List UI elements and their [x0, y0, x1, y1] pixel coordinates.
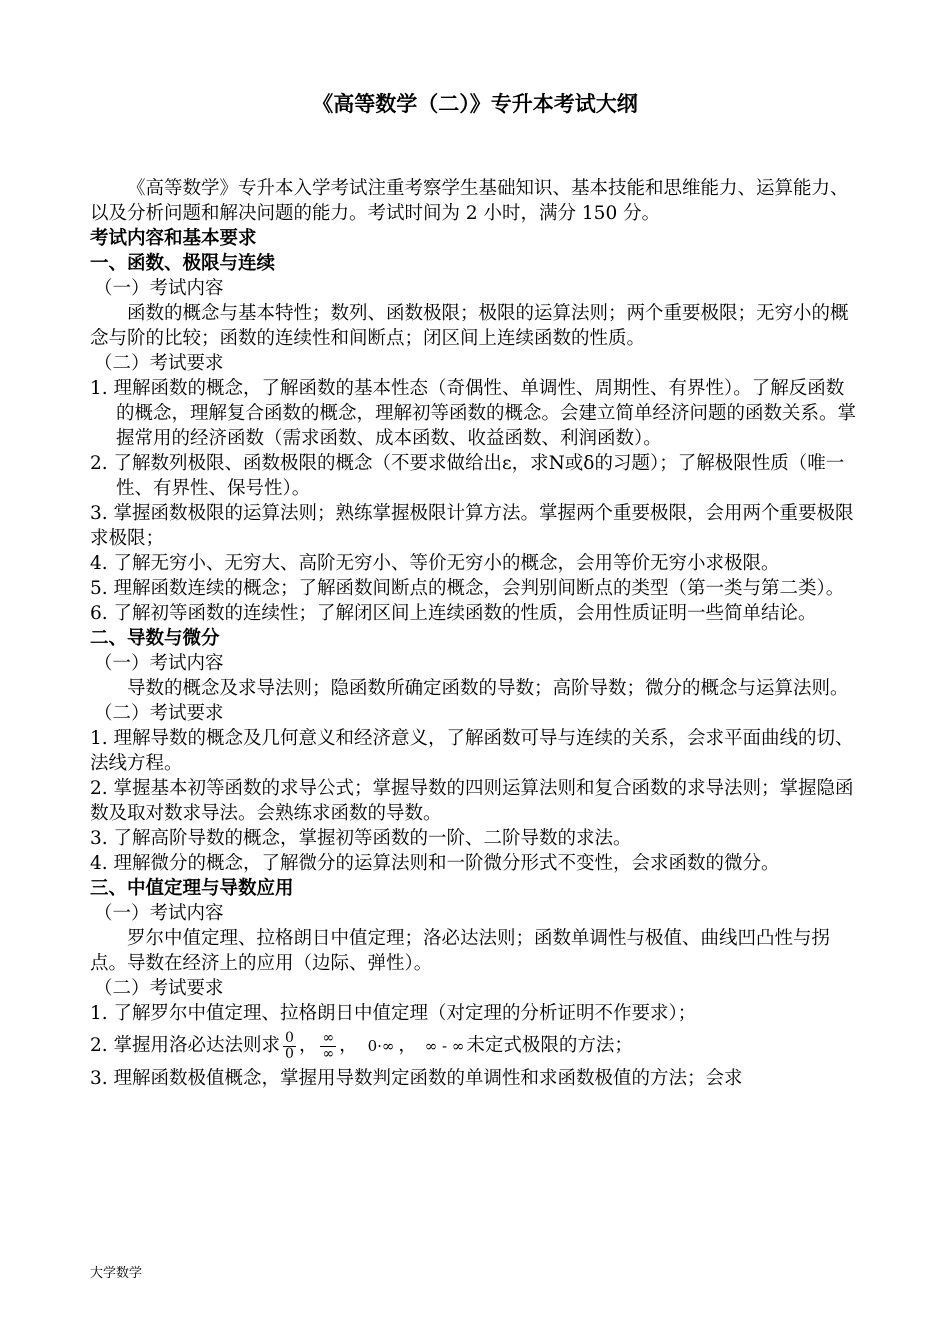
ch3-req2: 2. 掌握用洛必达法则求 $\frac{0}{0}$ ， $\frac{\infty}{\infty}$ ， 0·∞ ， ∞ - ∞ 未定式极限的方法；	[90, 1029, 633, 1062]
fraction-inf-over-inf: $\frac{\infty}{\infty}$	[322, 1029, 335, 1062]
ch3-req2-prefix: 2. 掌握用洛必达法则求	[90, 1035, 281, 1056]
ch1-req3: 3. 掌握函数极限的运算法则；熟练掌握极限计算方法。掌握两个重要极限，会用两个重要极限求极限；	[90, 503, 854, 549]
fraction-zero-over-zero: $\frac{0}{0}$	[285, 1029, 294, 1062]
ch3-content-label: （一）考试内容	[94, 903, 224, 924]
intro-paragraph: 《高等数学》专升本入学考试注重考察学生基础知识、基本技能和思维能力、运算能力、以及分析问题和解决问题的能力。考试时间为 2 小时，满分 150 分。	[90, 178, 849, 224]
document-body	[90, 176, 860, 1091]
ch1-req-label: （二）考试要求	[94, 353, 224, 374]
ch3-req3: 3. 理解函数极值概念，掌握用导数判定函数的单调性和求函数极值的方法；会求	[90, 1068, 743, 1089]
ch2-req2: 2. 掌握基本初等函数的求导公式；掌握导数的四则运算法则和复合函数的求导法则；掌握隐函数及取对数求导法。会熟练求函数的导数。	[90, 778, 854, 824]
ch2-req4: 4. 理解微分的概念，了解微分的运算法则和一阶微分形式不变性，会求函数的微分。	[90, 853, 780, 874]
ch1-req6: 6. 了解初等函数的连续性；了解闭区间上连续函数的性质，会用性质证明一些简单结论。	[90, 603, 817, 624]
ch2-req3: 3. 了解高阶导数的概念，掌握初等函数的一阶、二阶导数的求法。	[90, 828, 632, 849]
ch1-req2: 2. 了解数列极限、函数极限的概念（不要求做给出ε，求N或δ的习题）；了解极限性质（唯一性、有界性、保号性）。	[90, 453, 845, 499]
ch2-content-label: （一）考试内容	[94, 653, 224, 674]
ch1-heading: 一、函数、极限与连续	[90, 253, 276, 274]
ch3-heading: 三、中值定理与导数应用	[90, 878, 294, 899]
ch1-content-label: （一）考试内容	[94, 278, 224, 299]
ch3-req-label: （二）考试要求	[94, 978, 224, 999]
ch2-req1: 1. 理解导数的概念及几何意义和经济意义，了解函数可导与连续的关系，会求平面曲线的切、法线方程。	[90, 728, 854, 774]
form-inf-minus-inf: ∞ - ∞	[424, 1037, 465, 1055]
ch2-content: 导数的概念及求导法则；隐函数所确定函数的导数；高阶导数；微分的概念与运算法则。	[127, 678, 849, 699]
ch1-req4: 4. 了解无穷小、无穷大、高阶无穷小、等价无穷小的概念，会用等价无穷小求极限。	[90, 553, 780, 574]
ch1-req1: 1. 理解函数的概念，了解函数的基本性态（奇偶性、单调性、周期性、有界性）。了解反函数的概念，理解复合函数的概念，理解初等函数的概念。会建立简单经济问题的函数关系。掌握常用的经济函数（需求函数、成本函数、收益函数、利润函数）。	[90, 378, 857, 449]
ch2-req-label: （二）考试要求	[94, 703, 224, 724]
ch1-content: 函数的概念与基本特性；数列、函数极限；极限的运算法则；两个重要极限；无穷小的概念与阶的比较；函数的连续性和间断点；闭区间上连续函数的性质。	[90, 303, 849, 349]
section-heading: 考试内容和基本要求	[90, 228, 257, 249]
ch2-heading: 二、导数与微分	[90, 628, 220, 649]
page-footer: 大学数学	[90, 1266, 143, 1281]
ch3-req1: 1. 了解罗尔中值定理、拉格朗日中值定理（对定理的分析证明不作要求）；	[90, 1003, 697, 1024]
ch1-req5: 5. 理解函数连续的概念；了解函数间断点的概念，会判别间断点的类型（第一类与第二类）。	[90, 578, 845, 599]
form-zero-times-inf: 0·∞	[367, 1037, 395, 1055]
ch3-content: 罗尔中值定理、拉格朗日中值定理；洛必达法则；函数单调性与极值、曲线凹凸性与拐点。导数在经济上的应用（边际、弹性）。	[90, 928, 831, 974]
ch3-req2-suffix: 未定式极限的方法；	[466, 1035, 633, 1056]
document-title: 《高等数学（二）》专升本考试大纲	[312, 92, 638, 116]
